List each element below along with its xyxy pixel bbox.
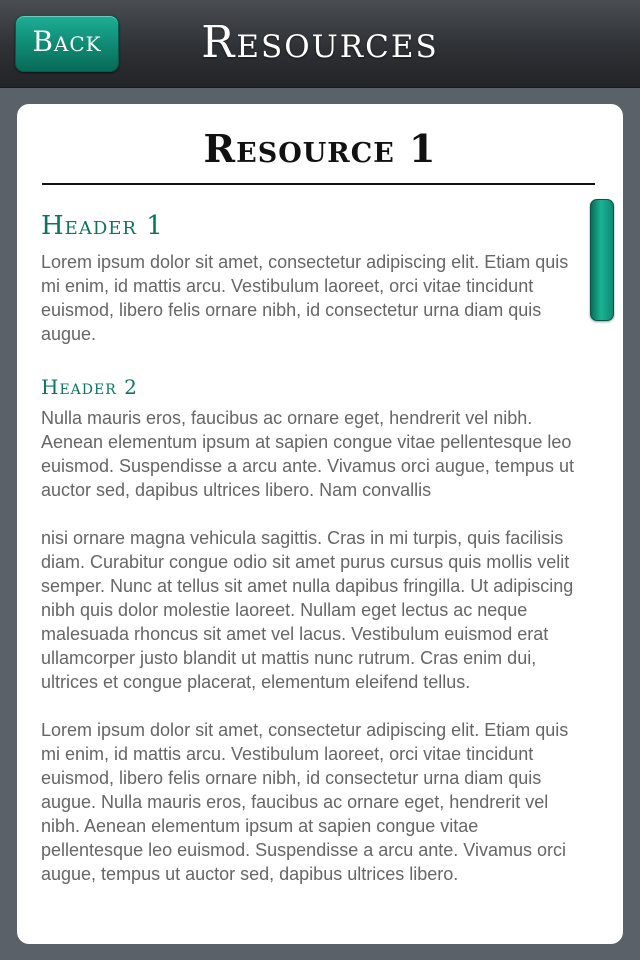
- section-header-1: Header 1: [41, 211, 164, 241]
- resource-content: [41, 210, 581, 910]
- scrollbar-thumb[interactable]: [590, 199, 614, 321]
- section-header-2: Header 2: [41, 375, 138, 399]
- section-2-paragraph-2: nisi ornare magna vehicula sagittis. Cras in mi turpis, quis facilisis diam. Curabitur congue odio sit amet purus cursus quis mollis velit semper. Nunc at tellus sit amet nulla dapibus fringilla. Ut adipiscing nibh quis dolor molestie laoreet. Nullam eget lectus ac neque malesuada rhoncus sit amet vel lacus. Vestibulum euismod erat ullamcorper justo blandit ut mattis nunc rutrum. Cras enim dui, ultrices et congue placerat, elementum eleifend tellus.: [41, 528, 574, 692]
- section-2-paragraph-1: Nulla mauris eros, faucibus ac ornare eget, hendrerit vel nibh. Aenean elementum ipsum at sapien congue vitae pellentesque leo euismod. Suspendisse a arcu ante. Vivamus orci augue, tempus ut auctor sed, dapibus ultrices libero. Nam convallis: [41, 408, 574, 500]
- back-button[interactable]: Back: [15, 15, 119, 72]
- resource-card: [17, 104, 623, 944]
- resource-title: Resource 1: [203, 126, 437, 171]
- navigation-bar: [0, 0, 640, 88]
- section-1-paragraph-1: Lorem ipsum dolor sit amet, consectetur adipiscing elit. Etiam quis mi enim, id mattis arcu. Vestibulum laoreet, orci vitae tincidunt euismod, libero felis ornare nibh, id consectetur urna diam quis augue.: [41, 252, 569, 344]
- section-2-paragraph-3: Lorem ipsum dolor sit amet, consectetur adipiscing elit. Etiam quis mi enim, id mattis arcu. Vestibulum laoreet, orci vitae tincidunt euismod, libero felis ornare nibh, id consectetur urna diam quis augue. Nulla mauris eros, faucibus ac ornare eget, hendrerit vel nibh. Aenean elementum ipsum at sapien congue vitae pellentesque leo euismod. Suspendisse a arcu ante. Vivamus orci augue, tempus ut auctor sed, dapibus ultrices libero.: [41, 720, 569, 884]
- title-divider: [42, 183, 595, 185]
- page-title: Resources: [201, 17, 439, 68]
